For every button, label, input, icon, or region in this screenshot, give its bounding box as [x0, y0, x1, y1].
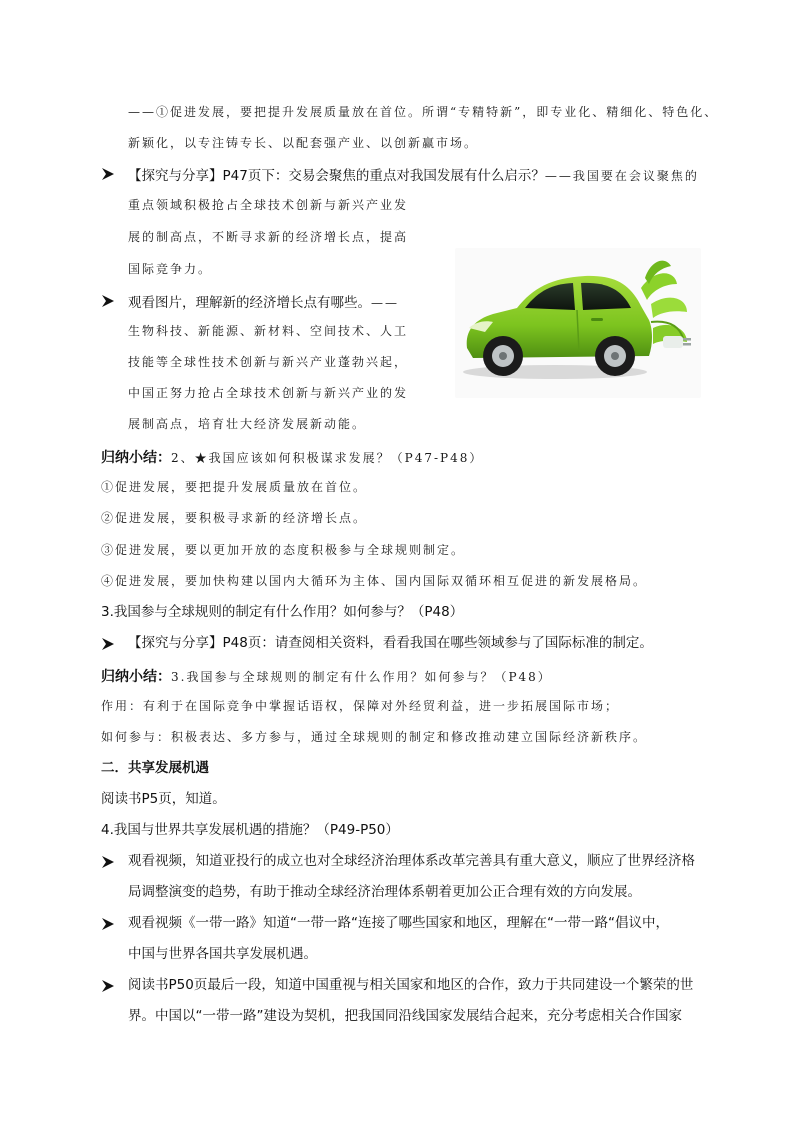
text-line-26: 局调整演变的趋势，有助于推动全球经济治理体系朝着更加公正合理有效的方向发展。: [128, 884, 641, 900]
question-4-heading: 4.我国与世界共享发展机遇的措施？（P49-P50）: [101, 822, 399, 838]
explore-share-prompt: 【探究与分享】P47页下：交易会聚焦的重点对我国发展有什么启示？: [128, 168, 545, 184]
text-line-3: [128, 167, 699, 184]
bullet-arrow-icon: [101, 855, 115, 869]
text-line-29: 阅读书P50页最后一段，知道中国重视与相关国家和地区的合作，致力于共同建设一个繁荣的世: [128, 977, 694, 993]
text-line-8: 生物科技、新能源、新材料、空间技术、人工: [128, 324, 409, 338]
text-line-1: ——①促进发展，要把提升发展质量放在首位。所谓“专精特新”，即专业化、精细化、特色化、: [128, 105, 719, 119]
text-line-20: 作用：有利于在国际竞争中掌握话语权，保障对外经贸利益，进一步拓展国际市场；: [101, 699, 620, 713]
text-line-10: 中国正努力抢占全球技术创新与新兴产业的发: [128, 386, 409, 400]
text-line-4: 重点领域积极抢占全球技术创新与新兴产业发: [128, 198, 409, 212]
text-line-27: 观看视频《一带一路》知道“一带一路“连接了哪些国家和地区，理解在“一带一路“倡议中，: [128, 915, 669, 931]
electric-car-icon: [455, 248, 701, 398]
watch-picture-dash: ——: [371, 296, 399, 310]
text-line-15: ③促进发展，要以更加开放的态度积极参与全球规则制定。: [101, 543, 466, 557]
text-line-25: 观看视频，知道亚投行的成立也对全球经济治理体系改革完善具有重大意义，顺应了世界经济格: [128, 853, 695, 869]
section-heading-share-opportunities: 二．共享发展机遇: [101, 760, 209, 776]
text-line-5: 展的制高点，不断寻求新的经济增长点，提高: [128, 230, 409, 244]
text-line-18: 【探究与分享】P48页：请查阅相关资料，看看我国在哪些领域参与了国际标准的制定。: [128, 635, 653, 651]
text-line-13: ①促进发展，要把提升发展质量放在首位。: [101, 480, 368, 494]
text-line-6: 国际竞争力。: [128, 262, 213, 276]
explore-share-answer: ——我国要在会议聚焦的: [544, 169, 699, 183]
green-electric-car-image: [455, 248, 701, 398]
bullet-arrow-icon: [101, 979, 115, 993]
text-line-21: 如何参与：积极表达、多方参与，通过全球规则的制定和修改推动建立国际经济新秩序。: [101, 730, 648, 744]
summary-question-3: 3.我国参与全球规则的制定有什么作用？如何参与？（P48）: [171, 670, 552, 684]
summary-label: 归纳小结：: [101, 669, 171, 685]
bullet-arrow-icon: [101, 294, 115, 308]
text-line-7: [128, 294, 399, 311]
text-line-2: 新颖化，以专注铸专长、以配套强产业、以创新赢市场。: [128, 136, 479, 150]
text-line-28: 中国与世界各国共享发展机遇。: [128, 946, 317, 962]
bullet-arrow-icon: [101, 167, 115, 181]
summary-question-2: 2、★我国应该如何积极谋求发展？（P47-P48）: [171, 451, 484, 465]
text-line-19: [101, 668, 552, 684]
watch-picture-prompt: 观看图片，理解新的经济增长点有哪些。: [128, 295, 371, 311]
text-line-11: 展制高点，培育壮大经济发展新动能。: [128, 417, 367, 431]
question-3-heading: 3.我国参与全球规则的制定有什么作用？如何参与？（P48）: [101, 604, 464, 620]
text-line-16: ④促进发展，要加快构建以国内大循环为主体、国内国际双循环相互促进的新发展格局。: [101, 574, 648, 588]
bullet-arrow-icon: [101, 637, 115, 651]
text-line-23: 阅读书P5页，知道。: [101, 791, 226, 807]
text-line-30: 界。中国以“一带一路”建设为契机，把我国同沿线国家发展结合起来，充分考虑相关合作国家: [128, 1008, 682, 1024]
text-line-12: [101, 449, 483, 465]
bullet-arrow-icon: [101, 917, 115, 931]
text-line-9: 技能等全球性技术创新与新兴产业蓬勃兴起，: [128, 355, 409, 369]
summary-label: 归纳小结：: [101, 450, 171, 466]
text-line-14: ②促进发展，要积极寻求新的经济增长点。: [101, 511, 368, 525]
